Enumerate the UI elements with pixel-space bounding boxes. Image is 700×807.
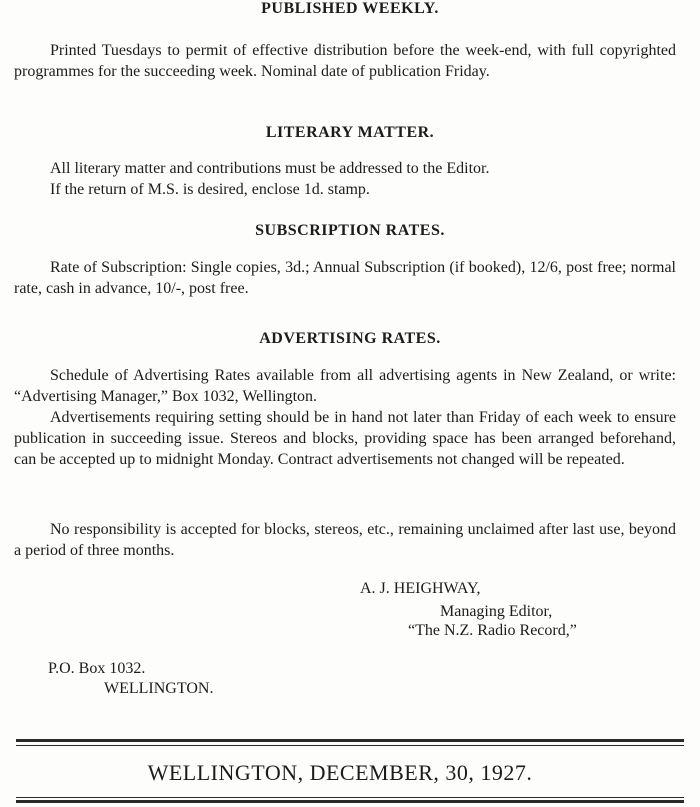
advertising-rates-paragraph-2: Advertisements requiring setting should be in hand not later than Friday of each week to ensure publication in succeeding issue. Stereos and blocks, providing space has been arranged beforehand, can be accepted up to midnight Monday. Contract advertisements not changed will be repeated. bbox=[14, 409, 676, 468]
advertising-rates-paragraph-1: Schedule of Advertising Rates available from all advertising agents in New Zealand, or write: “Advertising Manager,” Box 1032, Wellington. bbox=[14, 367, 676, 405]
published-weekly-heading: PUBLISHED WEEKLY. bbox=[261, 0, 439, 17]
literary-matter-line-1: All literary matter and contributions must be addressed to the Editor. bbox=[50, 160, 490, 177]
subscription-rates-text: Rate of Subscription: Single copies, 3d.; Annual Subscription (if booked), 12/6, post free; normal rate, cash in advance, 10/-, post free. bbox=[14, 259, 676, 297]
signature-name: A. J. HEIGHWAY, bbox=[360, 580, 481, 597]
bottom-rule-thick bbox=[16, 800, 684, 803]
subscription-rates-heading: SUBSCRIPTION RATES. bbox=[255, 222, 445, 239]
advertising-rates-heading: ADVERTISING RATES. bbox=[259, 330, 441, 347]
signature-title: Managing Editor, bbox=[440, 603, 553, 620]
advertising-rates-paragraph-3: No responsibility is accepted for blocks, stereos, etc., remaining unclaimed after last use, beyond a period of three months. bbox=[14, 521, 676, 559]
address-city: WELLINGTON. bbox=[104, 680, 214, 697]
signature-publication: “The N.Z. Radio Record,” bbox=[408, 622, 577, 639]
top-rule-thick bbox=[16, 739, 684, 742]
top-rule-thin bbox=[16, 745, 684, 746]
literary-matter-heading: LITERARY MATTER. bbox=[265, 124, 435, 141]
bottom-rule-thin bbox=[16, 797, 684, 798]
address-box: P.O. Box 1032. bbox=[48, 660, 146, 677]
literary-matter-line-2: If the return of M.S. is desired, enclose 1d. stamp. bbox=[50, 181, 370, 198]
published-weekly-text: Printed Tuesdays to permit of effective distribution before the week-end, with full copyrighted programmes for the succeeding week. Nominal date of publication Friday. bbox=[14, 42, 676, 80]
dateline: WELLINGTON, DECEMBER, 30, 1927. bbox=[147, 760, 533, 785]
